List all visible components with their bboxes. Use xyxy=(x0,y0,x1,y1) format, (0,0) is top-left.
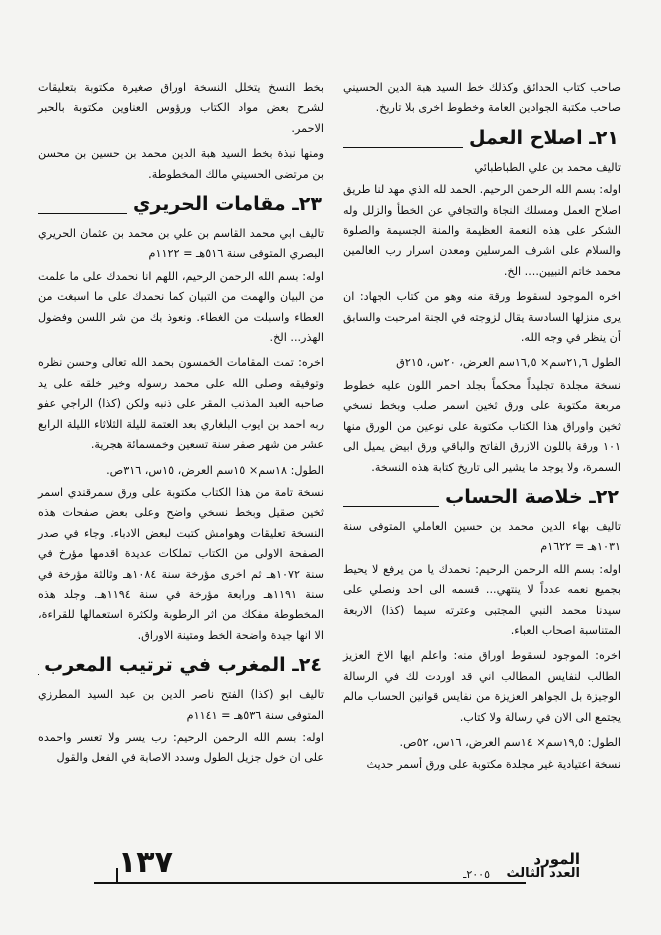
footer-rule xyxy=(94,882,526,884)
incipit-paragraph: اوله: بسم الله الرحمن الرحيم، اللهم انا نحمدك على ما علمت من البيان والهمت من التبيان كما نحمدك على ما اسبغت من العطاء واسبلت من الغطاء. ونعوذ بك من شر اللسن وفضول الهذر... الخ. xyxy=(38,269,324,345)
section-heading-23 xyxy=(38,190,324,218)
heading-text: ٢٣ـ مقامات الحريري xyxy=(132,193,322,216)
explicit-paragraph: اخره: الموجود لسقوط اوراق منه: واعلم ايها الاخ العزيز الطالب لنفايس المطالب اني قد اوردت لك في الرسالة الوجيزة بل الجواهر العزيزة من نفايس قوانين الحساب مالم يجتمع الى الان في رسالة ولا كتاب. xyxy=(343,649,621,724)
continuation-text: ومنها نبذة بخط السيد هبة الدين محمد بن حسين بن محسن بن مرتضى الحسيني مالك المخطوطة. xyxy=(38,147,324,181)
description-paragraph: نسخة مجلدة تجليداً محكماً بجلد احمر اللون عليه خطوط مربعة مكتوبة على ورق ثخين اسمر صلب وبخط نسخي ثخين واوراق هذا الكتاب مكتوبة على نوعين من الورق منها ١٠١ ورقة باللون الازرق الفاتح والباقي ورق ابيض يميل الى السمرة، ولا يوجد ما يشير الى تاريخ كتابة هذه النسخة. xyxy=(343,378,621,474)
explicit-paragraph: اخره الموجود لسقوط ورقة منه وهو من كتاب الجهاد: ان يرى منزلها السادسة يقال لزوجته في الجنة امرحبت والسابق أن ينظر في وجه الله. xyxy=(343,290,621,345)
incipit-paragraph: اوله: بسم الله الرحمن الرحيم: رب يسر ولا تعسر واحمده على ان خول جزيل الطول وسدد الاصابة في الفعل والقول xyxy=(38,730,324,765)
heading-text: ٢٢ـ خلاصة الحساب xyxy=(445,485,619,508)
description-paragraph: نسخة تامة من هذا الكتاب مكتوبة على ورق سمرقندي اسمر ثخين صقيل وبخط نسخي واضح وعلى بعض صفحات هذه النسخة تعليقات وهوامش كتبت لبعض الادباء. وجاء في صدر الصفحة الاولى من الكتاب تملكات عديدة اقدمها مؤرخ في سنة ١٠٧٢هـ ثم اخرى مؤرخة سنة ١٠٨٤هـ وثالثة مؤرخة في سنة ١١٩١هـ ورابعة مؤرخة في سنة ١١٩٤هـ. وجلد هذه المخطوطة مفكك من اثر الرطوبة ولكثرة استعمالها للقراءة، الا انها جيدة واضحة الخط ومتينة الاوراق. xyxy=(38,485,325,642)
dimensions-line: الطول: ١٩,٥سم× ١٤سم العرض، ١٦س، ٥٢ص. xyxy=(399,735,621,749)
magazine-title: المورد xyxy=(533,850,580,868)
incipit-paragraph: اوله: بسم الله الرحمن الرحيم: نحمدك يا من يرفع لا يحيط بجميع نعمه عدداً لا ينتهي... قسمه الى احد ونصلي على سيدنا محمد النبي المجتبى وعترته سيما (كذا) الاربعة المتناسبة اصحاب العباء. xyxy=(343,562,621,637)
dimensions-line: الطول: ١٨سم× ١٥سم العرض، ١٥س، ٣١٦ص. xyxy=(106,463,324,477)
heading-rule xyxy=(38,205,127,214)
heading-rule xyxy=(343,498,439,507)
heading-text: ٢١ـ اصلاح العمل xyxy=(469,126,619,149)
author-line: تاليف ابي محمد القاسم بن علي بن محمد بن عثمان الحريري البصري المتوفى سنة ٥١٦هـ = ١١٢٢م xyxy=(38,227,324,261)
issue-label: العدد الثالث xyxy=(506,866,580,881)
right-column xyxy=(343,78,621,781)
issue-year: ٢٠٠٥ـ xyxy=(463,868,490,881)
page-number: ١٣٧ xyxy=(118,845,173,880)
incipit-paragraph: اوله: بسم الله الرحمن الرحيم. الحمد لله الذي مهد لنا طريق اصلاح العمل ومسلك النجاة والتجافي عن الخطأ والزلل وله الشكر على هذه النعمة العظيمة والمنة الجسيمة والصلوة والسلام على اشرف المرسلين ومعدن اسرار رب العالمين محمد خاتم النبيين.... الخ. xyxy=(343,183,621,278)
section-heading-21 xyxy=(343,124,621,152)
left-column xyxy=(38,78,324,774)
heading-text: ٢٤ـ المغرب في ترتيب المعرب xyxy=(44,654,322,677)
author-line: تاليف بهاء الدين محمد بن حسين العاملي المتوفى سنة ١٠٣١هـ = ١٦٢٢م xyxy=(343,519,621,554)
description-paragraph: نسخة اعتيادية غير مجلدة مكتوبة على ورق أسمر حديث xyxy=(366,758,621,772)
explicit-paragraph: اخره: تمت المقامات الخمسون بحمد الله تعالى وحسن نظره وتوفيقه وصلى الله على محمد رسوله وخير خلقه على يد صاحبه العبد المذنب المقر على ذنبه ولكن (كذا) الراجي عفو ربه احمد بن ايوب البلغاري بعد العتمة لليلة الثلاثاء الليلة الرابع عشر من شهر صفر سنة تسعين وخمسمائة هجرية. xyxy=(38,356,324,452)
dimensions-line: الطول ٢١,٦سم× ١٦,٥سم العرض، ٢٠س، ٢١٥ق xyxy=(396,356,621,370)
author-line: تاليف ابو (كذا) الفتح ناصر الدين بن عبد السيد المطرزي المتوفى سنة ٥٣٦هـ = ١١٤١م xyxy=(38,688,324,722)
continuation-text: بخط النسخ يتخلل النسخة اوراق صغيرة مكتوبة بتعليقات لشرح بعض مواد الكتاب ورؤوس العناوين مكتوبة بالحبر الاحمر. xyxy=(38,81,324,135)
continuation-text: صاحب كتاب الحدائق وكذلك خط السيد هبة الدين الحسيني صاحب مكتبة الجوادين العامة وخطوط اخرى بلا تاريخ. xyxy=(343,81,621,115)
author-line: تاليف محمد بن علي الطباطبائي xyxy=(474,160,621,174)
heading-rule xyxy=(343,139,463,148)
section-heading-22 xyxy=(343,483,621,511)
section-heading-24 xyxy=(38,651,324,679)
